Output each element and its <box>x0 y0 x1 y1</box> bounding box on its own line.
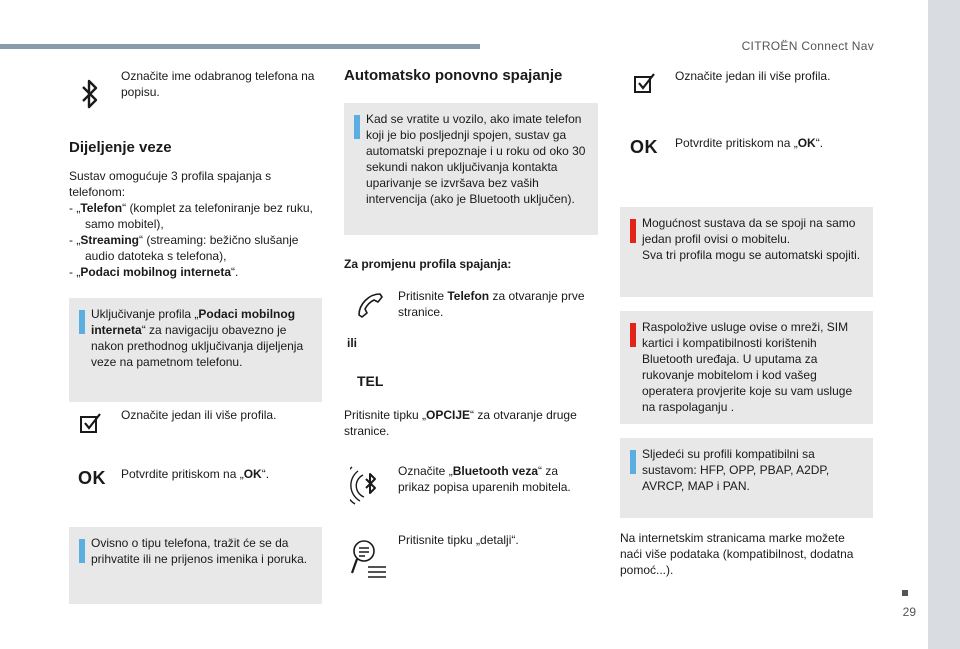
info-bar <box>630 450 636 474</box>
phone-handset-icon <box>355 290 385 320</box>
or-label: ili <box>347 336 358 350</box>
bluetooth-signal-icon <box>350 463 390 507</box>
list-item: - „Streaming“ (streaming: bežično slušanje audio datoteka s telefona), <box>69 233 299 263</box>
info-note-mobile-data: Uključivanje profila „Podaci mobilnog interneta“ za navigaciju obavezno je nakon prethodnog uključivanja dijeljenja veze na pametnom telefonu. <box>69 298 322 402</box>
select-phone-text: Označite ime odabranog telefona na popisu. <box>121 69 315 99</box>
press-phone-text: Pritisnite Telefon za otvaranje prve stranice. <box>398 289 585 319</box>
brand-label: CITROËN Connect Nav <box>741 39 874 53</box>
info-bar <box>79 539 85 563</box>
details-text: Pritisnite tipku „detalji“. <box>398 533 519 547</box>
header-line <box>0 44 480 49</box>
page-number: 29 <box>902 605 916 619</box>
info-note-profiles: Sljedeći su profili kompatibilni sa sustavom: HFP, OPP, PBAP, A2DP, AVRCP, MAP i PAN. <box>620 438 873 518</box>
warning-note-services: Raspoložive usluge ovise o mreži, SIM kartici i kompatibilnosti korištenih Bluetooth uređaja. U uputama za rukovanje mobitelom i kod vašeg operatera provjerite koje su vam usluge na raspolaganju . <box>620 311 873 424</box>
info-bar <box>79 310 85 334</box>
options-text: Pritisnite tipku „OPCIJE“ za otvaranje druge stranice. <box>344 408 577 438</box>
info-note-phonebook: Ovisno o tipu telefona, tražit će se da prihvatite ili ne prijenos imenika i poruka. <box>69 527 322 604</box>
section-title-reconnect: Automatsko ponovno spajanje <box>344 67 563 84</box>
change-profile-heading: Za promjenu profila spajanja: <box>344 257 512 271</box>
list-item: - „Telefon“ (komplet za telefoniranje bez ruku, samo mobitel), <box>69 201 313 231</box>
warning-bar <box>630 323 636 347</box>
ok-label: OK <box>78 468 106 488</box>
details-list-icon <box>350 537 388 579</box>
side-bar <box>928 0 960 649</box>
confirm-ok-text: Potvrdite pritiskom na „OK“. <box>121 467 270 481</box>
info-bar <box>354 115 360 139</box>
info-note-reconnect: Kad se vratite u vozilo, ako imate telefon koji je bio posljednji spojen, sustav ga automatski prepoznaje i u roku od oko 30 sekundi nakon uključivanja kontakta uparivanje se izvršava bez vaših intervencija (ako je Bluetooth uključen). <box>344 103 598 235</box>
select-profiles-text: Označite jedan ili više profila. <box>675 69 831 83</box>
bluetooth-icon <box>80 78 100 110</box>
select-profiles-text: Označite jedan ili više profila. <box>121 408 277 422</box>
intro-text: Sustav omogućuje 3 profila spajanja s telefonom: <box>69 169 272 199</box>
confirm-ok-text: Potvrdite pritiskom na „OK“. <box>675 136 824 150</box>
list-item: - „Podaci mobilnog interneta“. <box>69 265 239 279</box>
bluetooth-connection-text: Označite „Bluetooth veza“ za prikaz popisa uparenih mobitela. <box>398 464 571 494</box>
warning-note-profile: Mogućnost sustava da se spoji na samo jedan profil ovisi o mobitelu. Sva tri profila mogu se automatski spojiti. <box>620 207 873 297</box>
checkbox-icon <box>633 72 657 94</box>
tel-label: TEL <box>357 373 384 389</box>
sharing-intro <box>69 168 319 280</box>
page-marker <box>902 590 908 596</box>
warning-bar <box>630 219 636 243</box>
profile-list <box>69 200 319 280</box>
ok-label: OK <box>630 137 658 157</box>
website-info-text: Na internetskim stranicama marke možete naći više podataka (kompatibilnost, dodatna pomoć...). <box>620 531 854 577</box>
section-title-sharing: Dijeljenje veze <box>69 139 172 156</box>
checkbox-icon <box>79 412 103 434</box>
